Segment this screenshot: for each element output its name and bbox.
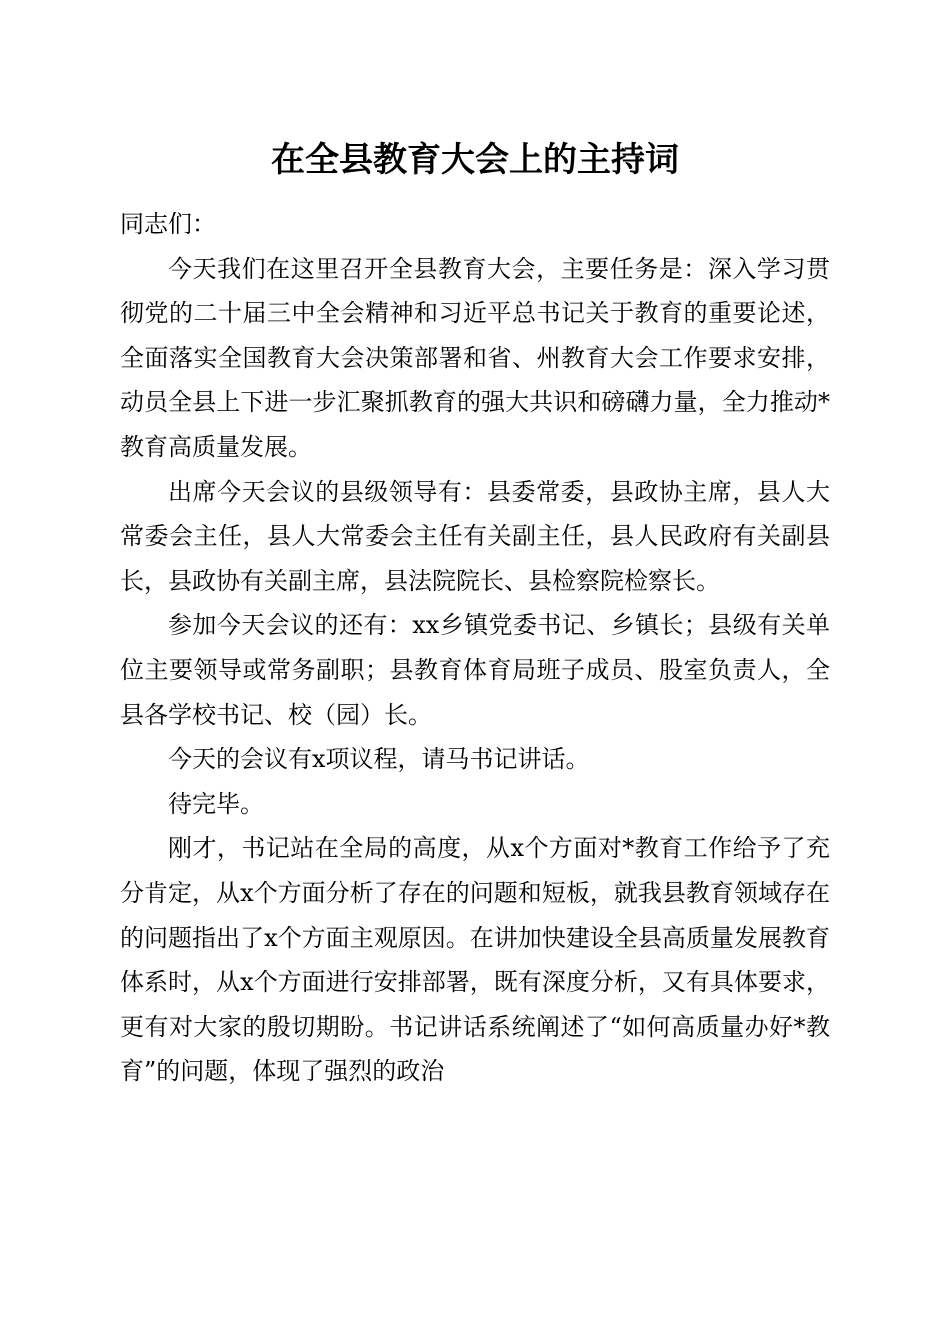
- paragraph-pause: 待完毕。: [168, 789, 264, 818]
- document-body: [120, 202, 830, 1094]
- paragraph-attending-leaders: 出席今天会议的县级领导有：县委常委，县政协主席，县人大常委会主任，县人大常委会主任有关副主任，县人民政府有关副县长，县政协有关副主席，县法院院长、县检察院检察长。: [120, 477, 830, 595]
- paragraph-agenda: 今天的会议有x项议程，请马书记讲话。: [168, 745, 590, 774]
- paragraph-participants: 参加今天会议的还有：xx乡镇党委书记、乡镇长；县级有关单位主要领导或常务副职；县教育体育局班子成员、股室负责人，全县各学校书记、校（园）长。: [120, 611, 830, 729]
- paragraph-summary: 刚才，书记站在全局的高度，从x个方面对*教育工作给予了充分肯定，从x个方面分析了存在的问题和短板，就我县教育领域存在的问题指出了x个方面主观原因。在讲加快建设全县高质量发展教育体系时，从x个方面进行安排部署，既有深度分析，又有具体要求，更有对大家的殷切期盼。书记讲话系统阐述了“如何高质量办好*教育”的问题，体现了强烈的政治: [120, 834, 830, 1086]
- document-title: 在全县教育大会上的主持词: [271, 140, 679, 180]
- salutation: 同志们：: [120, 210, 216, 238]
- paragraph-opening: 今天我们在这里召开全县教育大会，主要任务是：深入学习贯彻党的二十届三中全会精神和习近平总书记关于教育的重要论述，全面落实全国教育大会决策部署和省、州教育大会工作要求安排，动员全县上下进一步汇聚抓教育的强大共识和磅礴力量，全力推动*教育高质量发展。: [120, 254, 830, 461]
